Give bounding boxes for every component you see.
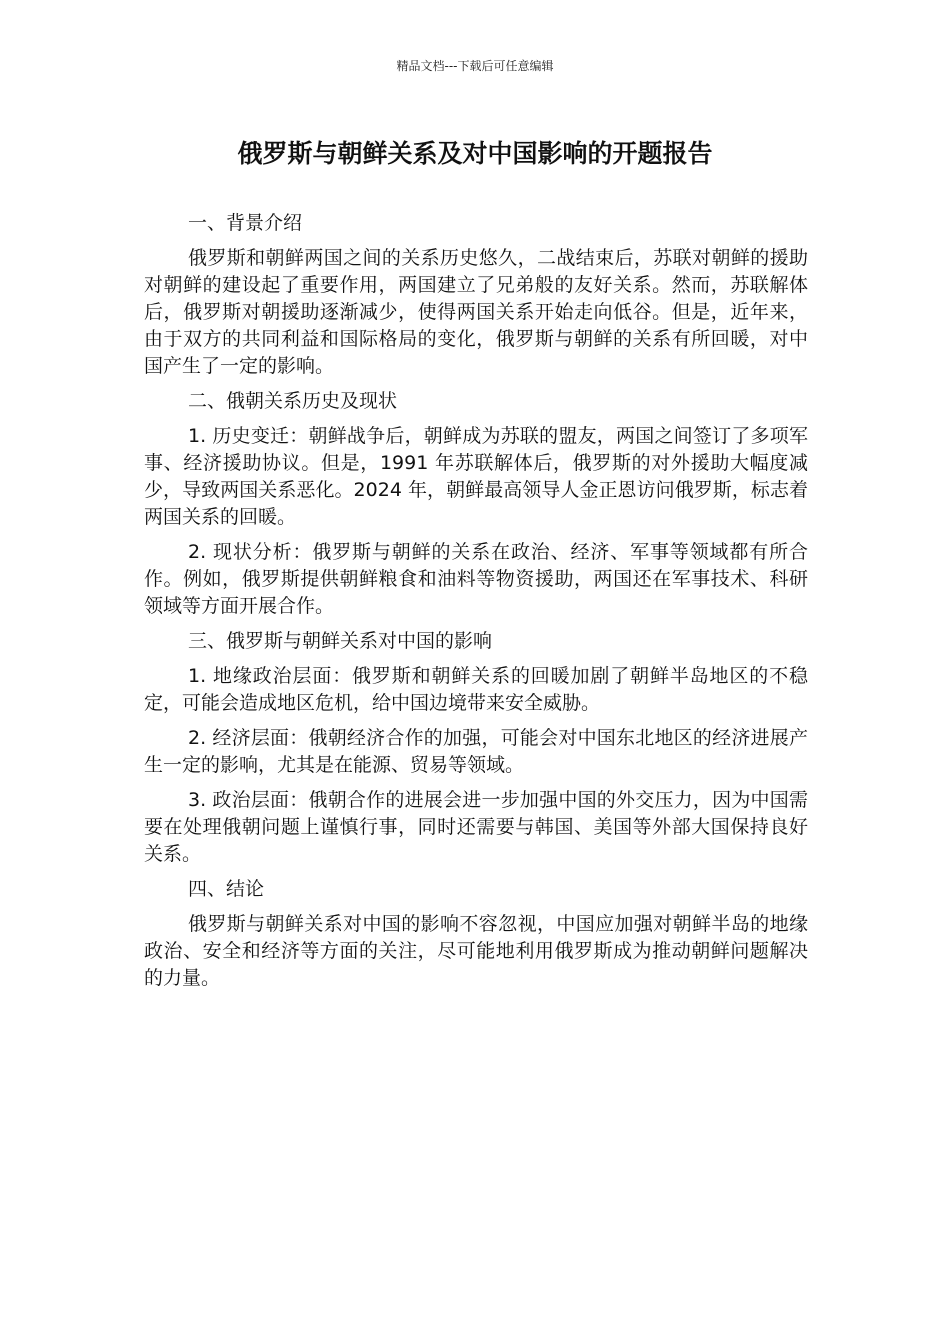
header-note: 精品文档---下载后可任意编辑: [396, 59, 554, 73]
geopolitics-paragraph: 1. 地缘政治层面：俄罗斯和朝鲜关系的回暖加剧了朝鲜半岛地区的不稳定，可能会造成地区危机，给中国边境带来安全威胁。: [144, 665, 808, 714]
section-heading-background: 一、背景介绍: [188, 212, 303, 234]
document-title: 俄罗斯与朝鲜关系及对中国影响的开题报告: [237, 139, 713, 168]
politics-paragraph: 3. 政治层面：俄朝合作的进展会进一步加强中国的外交压力，因为中国需要在处理俄朝问题上谨慎行事，同时还需要与韩国、美国等外部大国保持良好关系。: [144, 789, 808, 865]
section-heading-conclusion: 四、结论: [188, 878, 265, 900]
conclusion-paragraph: 俄罗斯与朝鲜关系对中国的影响不容忽视，中国应加强对朝鲜半岛的地缘政治、安全和经济等方面的关注，尽可能地利用俄罗斯成为推动朝鲜问题解决的力量。: [144, 913, 808, 989]
section-heading-history: 二、俄朝关系历史及现状: [188, 390, 398, 412]
status-paragraph: 2. 现状分析：俄罗斯与朝鲜的关系在政治、经济、军事等领域都有所合作。例如，俄罗斯提供朝鲜粮食和油料等物资援助，两国还在军事技术、科研领域等方面开展合作。: [144, 541, 808, 617]
section-heading-impact: 三、俄罗斯与朝鲜关系对中国的影响: [188, 630, 493, 652]
economy-paragraph: 2. 经济层面：俄朝经济合作的加强，可能会对中国东北地区的经济进展产生一定的影响，尤其是在能源、贸易等领域。: [144, 727, 808, 776]
document-body: [144, 210, 808, 1000]
history-paragraph: 1. 历史变迁：朝鲜战争后，朝鲜成为苏联的盟友，两国之间签订了多项军事、经济援助协议。但是，1991 年苏联解体后，俄罗斯的对外援助大幅度减少，导致两国关系恶化。2024 年，朝鲜最高领导人金正恩访问俄罗斯，标志着两国关系的回暖。: [144, 425, 808, 528]
background-paragraph: 俄罗斯和朝鲜两国之间的关系历史悠久，二战结束后，苏联对朝鲜的援助对朝鲜的建设起了重要作用，两国建立了兄弟般的友好关系。然而，苏联解体后，俄罗斯对朝援助逐渐减少，使得两国关系开始走向低谷。但是，近年来，由于双方的共同利益和国际格局的变化，俄罗斯与朝鲜的关系有所回暖，对中国产生了一定的影响。: [144, 247, 808, 377]
